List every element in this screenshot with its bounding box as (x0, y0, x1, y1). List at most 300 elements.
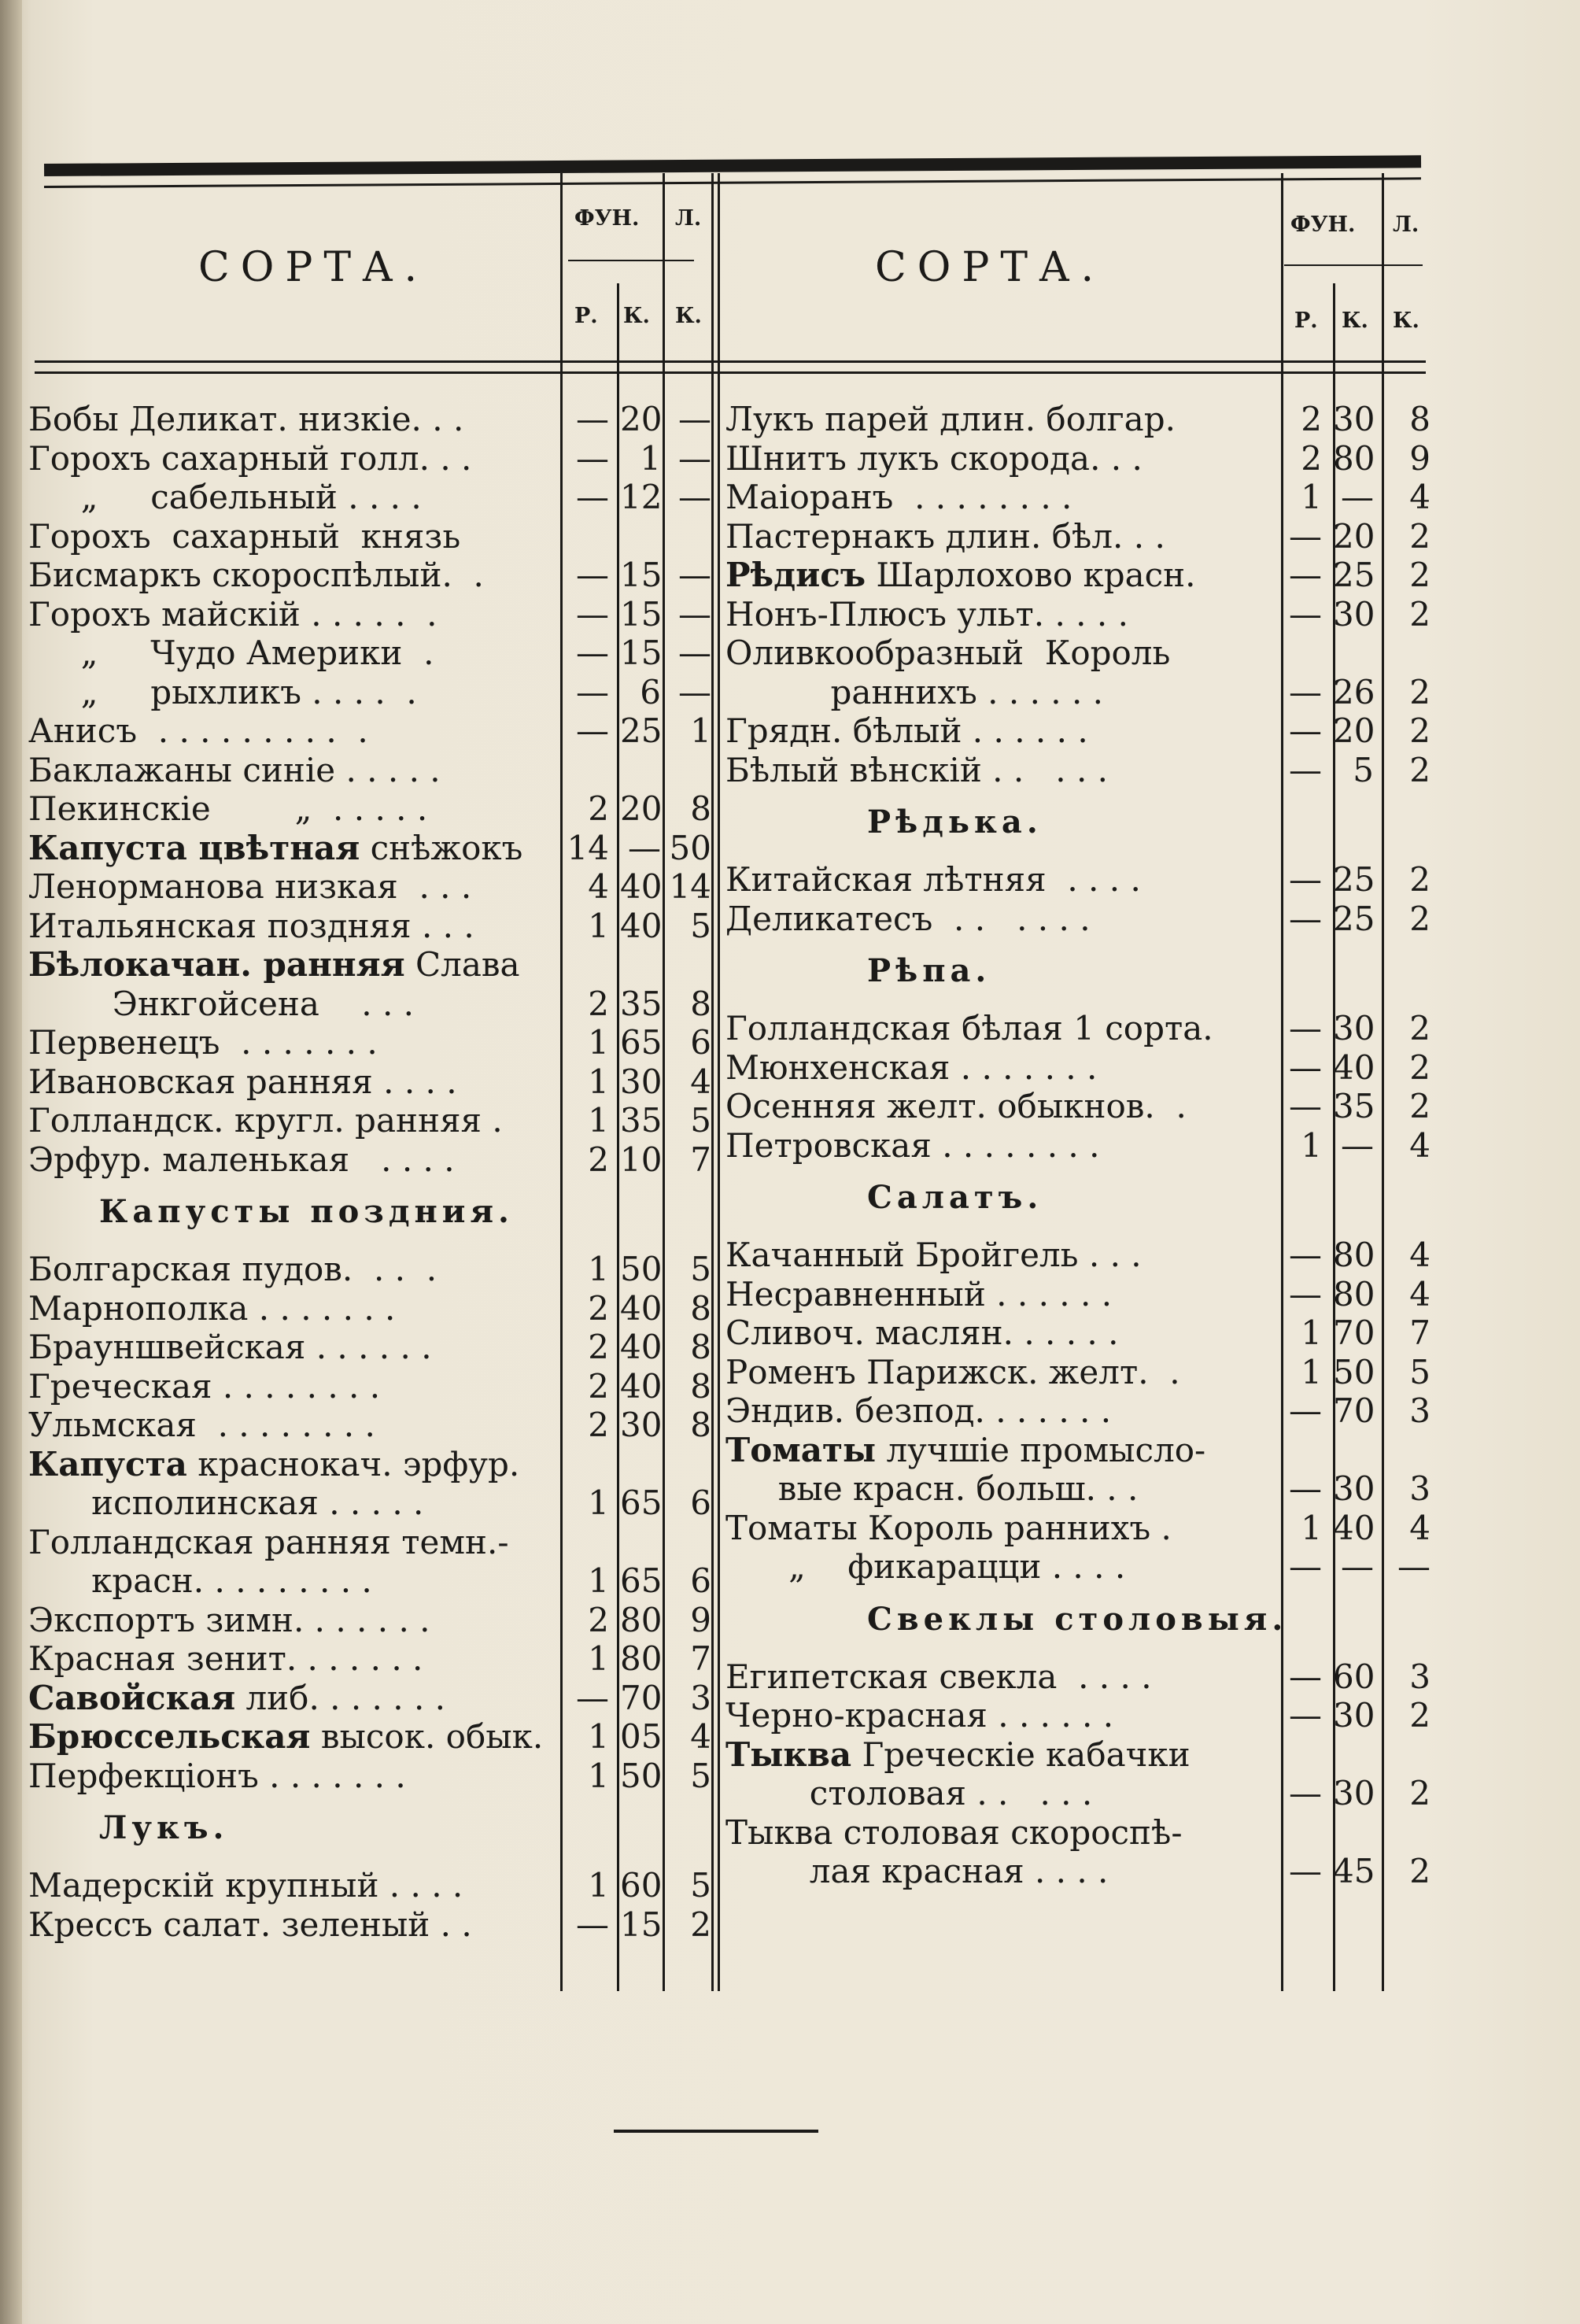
price-l: — (678, 478, 711, 516)
list-item (28, 1866, 721, 1905)
price-l: 2 (1409, 516, 1430, 556)
section-title: Рѣдька. (867, 804, 1043, 841)
price-l: 4 (690, 1717, 711, 1756)
price-l: 7 (690, 1639, 711, 1678)
price-k: 30 (1333, 1009, 1375, 1047)
list-item (725, 478, 1434, 517)
item-name: Египетская свекла . . . . (725, 1657, 1152, 1696)
price-k: 30 (1333, 594, 1375, 634)
left-header-k: К. (623, 304, 650, 328)
price-k: 40 (1333, 1508, 1375, 1547)
price-r: — (576, 1905, 609, 1944)
list-item (725, 517, 1434, 556)
item-name: Рѣдисъ Шарлохово красн. (725, 556, 1196, 594)
item-name: Несравненный . . . . . . (725, 1274, 1113, 1313)
price-k: 15 (620, 634, 663, 672)
item-name: Крессъ салат. зеленый . . (28, 1905, 472, 1944)
price-l: 4 (1409, 1125, 1430, 1165)
price-r: 2 (588, 1600, 609, 1639)
left-header-fun: ФУН. (574, 206, 640, 231)
price-l: 4 (690, 1062, 711, 1101)
item-name: лая красная . . . . (725, 1852, 1109, 1890)
price-r: — (1289, 1469, 1322, 1508)
price-r: — (576, 478, 609, 516)
item-name: Качанный Бройгель . . . (725, 1236, 1142, 1274)
price-r: — (1289, 1774, 1322, 1812)
price-k: 20 (620, 789, 663, 828)
item-name: Осенняя желт. обыкнов. . (725, 1087, 1187, 1125)
item-name: Ивановская ранняя . . . . (28, 1062, 457, 1101)
price-r: — (1289, 1087, 1322, 1125)
price-r: 2 (588, 1366, 609, 1406)
price-l: 3 (1409, 1657, 1430, 1696)
item-name: Тыква столовая скороспѣ- (725, 1812, 1183, 1852)
price-r: — (1289, 1274, 1322, 1313)
price-k: 30 (1333, 1469, 1375, 1508)
price-r: — (1289, 1236, 1322, 1274)
price-l: — (678, 672, 711, 711)
price-l: 1 (690, 711, 711, 750)
list-item (28, 1717, 721, 1757)
item-name: Эрфур. маленькая . . . . (28, 1140, 455, 1179)
list-item (725, 1048, 1434, 1088)
item-name: Голландск. кругл. ранняя . (28, 1101, 503, 1140)
price-r: — (1289, 1547, 1322, 1586)
item-name: Красная зенит. . . . . . . (28, 1639, 423, 1678)
list-item (28, 1445, 721, 1484)
price-l: 2 (1409, 556, 1430, 594)
price-k: 80 (1333, 1274, 1375, 1313)
price-k: 40 (620, 906, 663, 945)
price-k: 25 (620, 711, 663, 750)
price-l: 7 (1409, 1313, 1430, 1352)
price-k: 26 (1333, 672, 1375, 711)
price-k: 10 (620, 1140, 663, 1179)
item-name: Китайская лѣтняя . . . . (725, 860, 1141, 899)
item-name: раннихъ . . . . . . (725, 672, 1104, 711)
item-name: Черно-красная . . . . . . (725, 1696, 1114, 1735)
item-name: исполинская . . . . . (28, 1483, 424, 1522)
item-name: Энкгойсена . . . (28, 984, 415, 1023)
list-item (28, 1023, 721, 1062)
price-r: — (1289, 594, 1322, 634)
price-r: 2 (588, 789, 609, 828)
price-r: — (1289, 516, 1322, 556)
list-item (28, 1328, 721, 1367)
list-item (28, 711, 721, 751)
list-item (725, 1313, 1434, 1353)
item-name: „ рыхликъ . . . . . (28, 672, 417, 711)
price-l: 8 (690, 789, 711, 828)
list-item (725, 439, 1434, 478)
price-l: 2 (690, 1905, 711, 1944)
price-l: 2 (1409, 860, 1430, 899)
price-k: 15 (620, 556, 663, 594)
list-item (28, 634, 721, 673)
price-l: 4 (1409, 1508, 1430, 1547)
price-l: 5 (690, 1101, 711, 1140)
item-name: Греческая . . . . . . . . (28, 1366, 381, 1406)
price-l: 5 (1409, 1352, 1430, 1391)
price-r: 1 (1301, 1313, 1322, 1352)
item-name: Баклажаны синie . . . . . (28, 750, 441, 789)
right-header-l: Л. (1393, 212, 1419, 237)
list-item (725, 1469, 1434, 1509)
price-k: — (1341, 478, 1374, 516)
price-r: 2 (1301, 400, 1322, 438)
price-l: 5 (690, 1756, 711, 1795)
list-item (28, 1639, 721, 1679)
price-r: 1 (588, 1023, 609, 1062)
price-l: 9 (1409, 438, 1430, 478)
price-l: — (1397, 1547, 1430, 1586)
item-name: Бисмаркъ скороспѣлый. . (28, 556, 484, 594)
item-name: Экспортъ зимн. . . . . . . (28, 1600, 430, 1639)
section-title: Рѣпа. (867, 952, 991, 989)
list-item (725, 1009, 1434, 1048)
right-header-k: К. (1342, 309, 1368, 333)
item-name: Лукъ парей длин. болгар. (725, 400, 1176, 438)
list-item (725, 1275, 1434, 1314)
right-header-r: Р. (1294, 309, 1318, 333)
price-r: — (576, 634, 609, 672)
item-name: Горохъ сахарный голл. . . (28, 438, 472, 478)
list-item (28, 1483, 721, 1523)
right-header-fun: ФУН. (1290, 212, 1356, 237)
list-item (725, 1431, 1434, 1470)
price-k: 12 (620, 478, 663, 516)
price-l: 2 (1409, 1774, 1430, 1812)
price-r: 2 (1301, 438, 1322, 478)
list-item (28, 789, 721, 829)
list-item (28, 1561, 721, 1601)
price-r: 4 (588, 867, 609, 906)
list-item (28, 595, 721, 634)
item-name: Савойская либ. . . . . . . (28, 1678, 446, 1717)
price-l: 2 (1409, 672, 1430, 711)
price-k: 80 (1333, 438, 1375, 478)
list-item (725, 1087, 1434, 1126)
item-name: Брюссельская высок. обык. (28, 1717, 544, 1756)
price-k: 50 (620, 1756, 663, 1795)
price-r: — (1289, 1391, 1322, 1430)
price-l: 8 (690, 984, 711, 1023)
price-k: 45 (1333, 1852, 1375, 1890)
list-item (28, 1679, 721, 1718)
item-name: Голландская ранняя темн.- (28, 1522, 509, 1561)
price-r: — (1289, 1009, 1322, 1047)
list-item (28, 1523, 721, 1562)
price-k: — (1341, 1125, 1374, 1165)
price-l: — (678, 400, 711, 438)
list-item (28, 867, 721, 907)
list-item (28, 751, 721, 790)
price-r: 1 (588, 1483, 609, 1522)
price-k: — (1341, 1547, 1374, 1586)
list-item (28, 1062, 721, 1102)
item-name: Томаты лучшie промысло- (725, 1430, 1206, 1469)
item-name: Марнополка . . . . . . . (28, 1288, 396, 1328)
item-name: Маiоранъ . . . . . . . . (725, 478, 1072, 516)
list-item (725, 1696, 1434, 1735)
price-r: — (1289, 899, 1322, 938)
price-r: — (1289, 860, 1322, 899)
price-r: — (576, 438, 609, 478)
list-item (725, 556, 1434, 595)
price-k: 15 (620, 594, 663, 634)
price-k: 35 (1333, 1087, 1375, 1125)
item-name: Эндив. безпод. . . . . . . (725, 1391, 1112, 1430)
right-header-k2: К. (1393, 309, 1419, 333)
item-name: Болгарская пудов. . . . (28, 1250, 437, 1288)
list-item (725, 860, 1434, 900)
price-r: — (1289, 1047, 1322, 1087)
price-l: 2 (1409, 1852, 1430, 1890)
price-k: 70 (1333, 1391, 1375, 1430)
list-item (28, 1406, 721, 1445)
price-r: — (1289, 711, 1322, 750)
price-r: 1 (588, 1866, 609, 1905)
item-name: Мадерскiй крупный . . . . (28, 1866, 463, 1905)
price-k: 80 (620, 1600, 663, 1639)
list-item (28, 517, 721, 556)
item-name: Горохъ майскiй . . . . . . (28, 594, 437, 634)
list-item (725, 1391, 1434, 1431)
section-title: Салатъ. (867, 1179, 1043, 1216)
price-r: 2 (588, 1288, 609, 1328)
item-name: Капуста краснокач. эрфур. (28, 1444, 520, 1483)
price-k: 65 (620, 1483, 663, 1522)
price-r: 1 (588, 1717, 609, 1756)
item-name: „ Чудо Америки . (28, 634, 434, 672)
price-l: — (678, 556, 711, 594)
price-k: 35 (620, 984, 663, 1023)
price-l: 3 (1409, 1391, 1430, 1430)
price-k: 65 (620, 1561, 663, 1600)
price-r: — (1289, 1696, 1322, 1735)
list-item (725, 1657, 1434, 1697)
price-l: 8 (690, 1366, 711, 1406)
list-item (28, 400, 721, 439)
item-name: Ульмская . . . . . . . . (28, 1406, 375, 1444)
price-r: — (1289, 1852, 1322, 1890)
bottom-rule (614, 2130, 818, 2133)
list-item (725, 900, 1434, 939)
item-name: Горохъ сахарный князь (28, 516, 461, 556)
price-l: 2 (1409, 750, 1430, 789)
list-item (28, 673, 721, 712)
price-r: 1 (588, 1250, 609, 1288)
item-name: „ сабельный . . . . (28, 478, 422, 516)
left-header-k2: К. (675, 304, 702, 328)
list-item (725, 711, 1434, 751)
price-l: 6 (690, 1023, 711, 1062)
item-name: Анисъ . . . . . . . . . . (28, 711, 368, 750)
list-item (28, 1757, 721, 1796)
price-l: 7 (690, 1140, 711, 1179)
price-l: 6 (690, 1561, 711, 1600)
right-header-title: СОРТА. (875, 244, 1105, 291)
left-header-midrule (568, 260, 694, 261)
item-name: Шнитъ лукъ скорода. . . (725, 438, 1143, 478)
price-r: — (576, 556, 609, 594)
item-name: Роменъ Парижск. желт. . (725, 1352, 1180, 1391)
price-r: — (576, 594, 609, 634)
price-r: — (1289, 556, 1322, 594)
price-k: 5 (1353, 750, 1374, 789)
list-item (28, 945, 721, 985)
price-r: 2 (588, 1406, 609, 1444)
price-k: 40 (1333, 1047, 1375, 1087)
price-k: 60 (620, 1866, 663, 1905)
price-r: 1 (588, 1561, 609, 1600)
left-header-title: СОРТА. (198, 244, 428, 291)
item-name: Голландская бѣлая 1 сорта. (725, 1009, 1213, 1047)
price-r: 1 (1301, 1352, 1322, 1391)
price-k: 80 (620, 1639, 663, 1678)
price-k: 80 (1333, 1236, 1375, 1274)
price-l: 9 (690, 1600, 711, 1639)
item-name: Капуста цвѣтная снѣжокъ (28, 828, 523, 867)
list-item (725, 1852, 1434, 1891)
list-item (28, 1905, 721, 1945)
price-k: 50 (620, 1250, 663, 1288)
price-k: 50 (1333, 1352, 1375, 1391)
price-k: 65 (620, 1023, 663, 1062)
price-r: 1 (588, 1062, 609, 1101)
item-name: Грядн. бѣлый . . . . . . (725, 711, 1088, 750)
price-l: 4 (1409, 478, 1430, 516)
price-k: 35 (620, 1101, 663, 1140)
price-l: 3 (1409, 1469, 1430, 1508)
price-l: 4 (1409, 1274, 1430, 1313)
price-l: — (678, 634, 711, 672)
left-header-r: Р. (574, 304, 598, 328)
item-name: Деликатесъ . . . . . . (725, 899, 1091, 938)
price-l: 50 (669, 828, 711, 867)
item-name: Бѣлокачан. ранняя Слава (28, 945, 520, 984)
list-item (28, 1140, 721, 1180)
list-item (725, 751, 1434, 790)
price-r: 14 (567, 828, 609, 867)
price-l: 2 (1409, 711, 1430, 750)
item-name: Итальянская поздняя . . . (28, 906, 474, 945)
item-name: Нонъ-Плюсъ ульт. . . . . (725, 594, 1128, 634)
item-name: Петровская . . . . . . . . (725, 1125, 1100, 1165)
item-name: Перфекцiонъ . . . . . . . (28, 1756, 406, 1795)
price-l: 4 (1409, 1236, 1430, 1274)
price-k: 6 (640, 672, 661, 711)
price-l: 8 (690, 1328, 711, 1366)
price-k: 25 (1333, 556, 1375, 594)
price-k: 60 (1333, 1657, 1375, 1696)
price-k: 25 (1333, 899, 1375, 938)
price-l: 2 (1409, 1047, 1430, 1087)
price-l: 3 (690, 1678, 711, 1717)
list-item (725, 1126, 1434, 1166)
price-r: — (576, 400, 609, 438)
price-k: 40 (620, 1328, 663, 1366)
item-name: „ фикарацци . . . . (725, 1547, 1126, 1586)
price-k: 30 (1333, 400, 1375, 438)
item-name: Ленорманова низкая . . . (28, 867, 472, 906)
list-item (28, 1250, 721, 1289)
right-header-midrule (1284, 264, 1423, 266)
price-l: 8 (690, 1288, 711, 1328)
list-item (725, 1236, 1434, 1275)
price-k: 25 (1333, 860, 1375, 899)
list-item (28, 1367, 721, 1406)
item-name: Томаты Король раннихъ . (725, 1508, 1172, 1547)
price-r: — (576, 1678, 609, 1717)
item-name: Сливоч. маслян. . . . . . (725, 1313, 1119, 1352)
item-name: вые красн. больш. . . (725, 1469, 1139, 1508)
list-item (725, 1353, 1434, 1392)
price-r: 1 (1301, 1508, 1322, 1547)
list-item (725, 1774, 1434, 1813)
list-item (725, 673, 1434, 712)
price-l: 5 (690, 1250, 711, 1288)
price-k: 20 (1333, 711, 1375, 750)
price-k: — (628, 828, 661, 867)
list-item (725, 634, 1434, 673)
list-item (725, 595, 1434, 634)
header-rule-1 (35, 360, 1426, 363)
list-item (725, 1813, 1434, 1853)
left-header-l: Л. (675, 206, 702, 231)
price-l: 2 (1409, 1087, 1430, 1125)
price-l: 5 (690, 1866, 711, 1905)
price-k: 30 (1333, 1696, 1375, 1735)
price-l: 2 (1409, 899, 1430, 938)
header-rule-2 (35, 371, 1426, 374)
price-r: — (1289, 750, 1322, 789)
price-r: 2 (588, 1140, 609, 1179)
price-k: 70 (620, 1678, 663, 1717)
price-l: 6 (690, 1483, 711, 1522)
price-l: 14 (669, 867, 711, 906)
price-k: 70 (1333, 1313, 1375, 1352)
list-item (725, 400, 1434, 439)
price-r: 1 (588, 1756, 609, 1795)
list-item (28, 1601, 721, 1640)
price-k: 20 (620, 400, 663, 438)
price-l: 8 (690, 1406, 711, 1444)
price-k: 40 (620, 1288, 663, 1328)
list-item (725, 1509, 1434, 1548)
price-l: 5 (690, 906, 711, 945)
price-l: — (678, 438, 711, 478)
list-item (28, 439, 721, 478)
price-k: 1 (640, 438, 661, 478)
price-r: 1 (1301, 1125, 1322, 1165)
list-item (28, 985, 721, 1024)
item-name: Брауншвейская . . . . . . (28, 1328, 432, 1366)
item-name: Бѣлый вѣнскiй . . . . . (725, 750, 1109, 789)
price-k: 40 (620, 867, 663, 906)
item-name: Пастернакъ длин. бѣл. . . (725, 516, 1165, 556)
price-k: 20 (1333, 516, 1375, 556)
price-r: — (1289, 672, 1322, 711)
price-l: 8 (1409, 400, 1430, 438)
price-k: 40 (620, 1366, 663, 1406)
item-name: Бобы Деликат. низкie. . . (28, 400, 464, 438)
list-item (28, 556, 721, 595)
item-name: Мюнхенская . . . . . . . (725, 1047, 1098, 1087)
price-r: 2 (588, 984, 609, 1023)
list-item (28, 1101, 721, 1140)
section-title: Капусты поздния. (99, 1193, 514, 1230)
